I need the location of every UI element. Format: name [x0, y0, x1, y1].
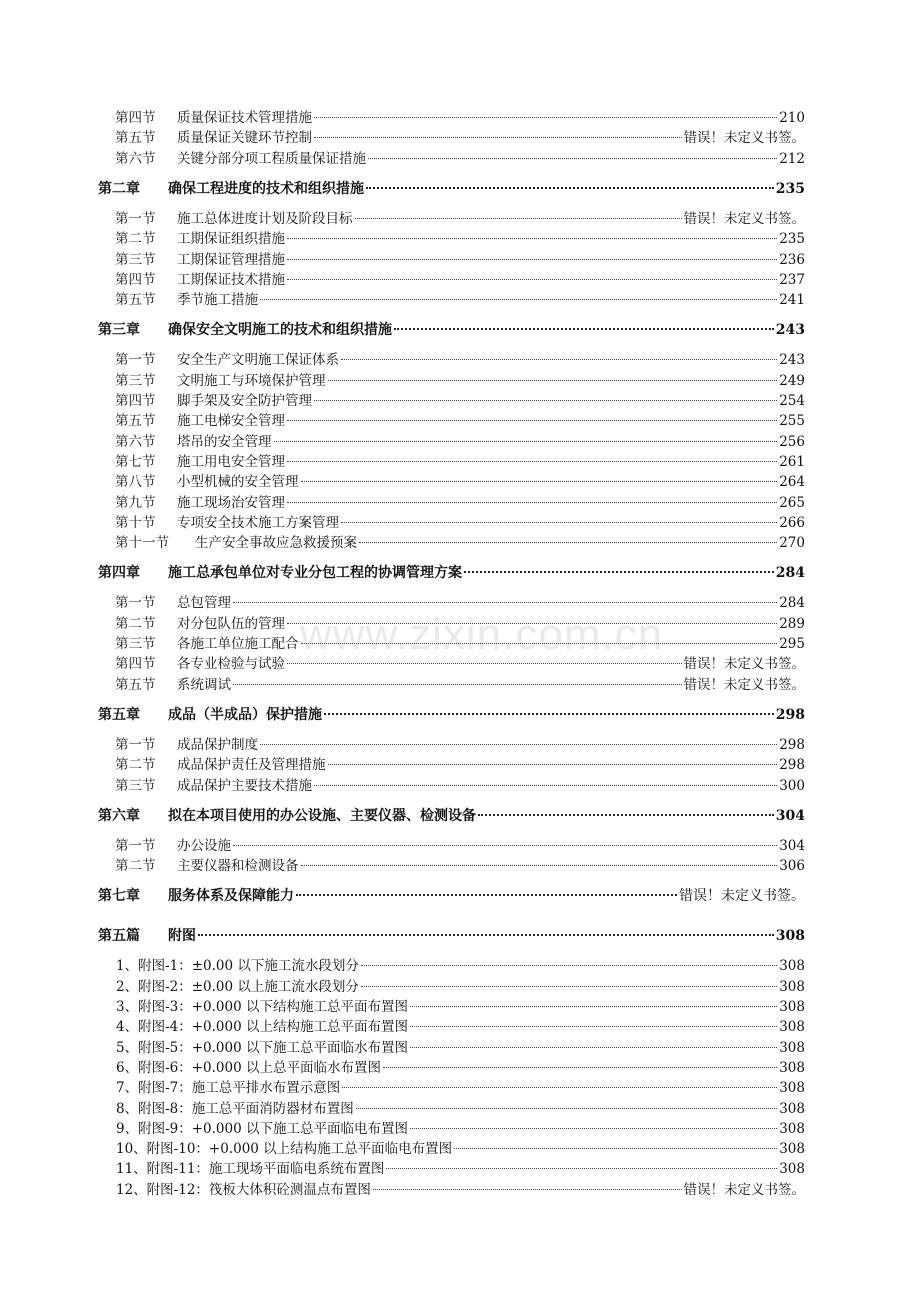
toc-page-number: 错误！未定义书签。 — [683, 210, 805, 227]
toc-entry-number: 第五节 — [115, 292, 156, 309]
toc-entry-title: 附图 — [168, 928, 196, 945]
toc-entry-number: 第十一节 — [115, 535, 169, 552]
toc-page-number: 243 — [775, 322, 805, 339]
dot-leader — [464, 571, 774, 573]
toc-section-entry[interactable] — [115, 856, 805, 876]
toc-entry-number: 第四节 — [115, 271, 156, 288]
toc-page-number: 308 — [779, 1141, 805, 1158]
toc-section-entry[interactable] — [115, 776, 805, 796]
toc-section-entry[interactable] — [115, 634, 805, 654]
toc-entry-title: 专项安全技术施工方案管理 — [177, 514, 339, 531]
toc-entry-number: 第六章 — [98, 807, 140, 824]
dot-leader — [260, 744, 777, 745]
toc-section-entry[interactable] — [115, 391, 805, 411]
toc-page-number: 264 — [779, 474, 805, 491]
dot-leader — [373, 1189, 682, 1190]
toc-page-number: 错误！未定义书签。 — [683, 676, 805, 693]
dot-leader — [342, 1087, 777, 1088]
toc-chapter-entry[interactable] — [98, 886, 805, 906]
toc-entry-title: 对分包队伍的管理 — [177, 615, 285, 632]
dot-leader — [341, 522, 777, 523]
toc-page-number: 289 — [779, 615, 805, 632]
toc-page-number: 错误！未定义书签。 — [683, 656, 805, 673]
toc-entry-title: 生产安全事故应急救援预案 — [195, 535, 357, 552]
toc-section-entry[interactable] — [115, 149, 805, 169]
toc-entry-number: 第六节 — [115, 433, 156, 450]
toc-entry-title: 施工用电安全管理 — [177, 453, 285, 470]
toc-entry-number: 第九节 — [115, 494, 156, 511]
toc-page-number: 236 — [779, 251, 805, 268]
toc-appendix-entry[interactable] — [116, 1038, 805, 1058]
toc-section-entry[interactable] — [115, 411, 805, 431]
dot-leader — [410, 1047, 777, 1048]
dot-leader — [328, 380, 778, 381]
toc-entry-number: 第一节 — [115, 210, 156, 227]
toc-section-entry[interactable] — [115, 432, 805, 452]
toc-chapter-entry[interactable] — [98, 705, 805, 725]
toc-page-number: 235 — [779, 231, 805, 248]
toc-entry-title: 成品保护责任及管理措施 — [177, 757, 326, 774]
toc-chapter-entry[interactable] — [98, 320, 805, 340]
toc-entry-title: 确保安全文明施工的技术和组织措施 — [168, 322, 392, 339]
dot-leader — [356, 1108, 777, 1109]
toc-section-entry[interactable] — [115, 371, 805, 391]
dot-leader — [301, 865, 778, 866]
toc-page-number: 270 — [779, 535, 805, 552]
toc-entry-title: 关键分部分项工程质量保证措施 — [177, 150, 366, 167]
toc-chapter-entry[interactable] — [98, 179, 805, 199]
toc-entry-title: 工期保证管理措施 — [177, 251, 285, 268]
dot-leader — [314, 400, 777, 401]
toc-page-number: 298 — [779, 757, 805, 774]
toc-section-entry[interactable] — [115, 836, 805, 856]
toc-section-entry[interactable] — [115, 270, 805, 290]
toc-page-number: 308 — [779, 1019, 805, 1036]
toc-entry-number: 第六节 — [115, 150, 156, 167]
toc-entry-number: 第三节 — [115, 251, 156, 268]
toc-entry-title: 主要仪器和检测设备 — [177, 858, 299, 875]
dot-leader — [296, 894, 677, 896]
toc-entry-title: 服务体系及保障能力 — [168, 888, 294, 905]
dot-leader — [478, 814, 774, 816]
toc-section-entry[interactable] — [115, 209, 805, 229]
toc-chapter-entry[interactable] — [98, 926, 805, 946]
toc-page-number: 298 — [775, 706, 805, 723]
dot-leader — [361, 965, 777, 966]
toc-section-entry[interactable] — [115, 350, 805, 370]
dot-leader — [314, 785, 777, 786]
toc-entry-number: 第四节 — [115, 393, 156, 409]
toc-chapter-entry[interactable] — [98, 563, 805, 583]
toc-entry-title: 施工总体进度计划及阶段目标 — [177, 210, 353, 227]
toc-entry-title: 9、附图-9：+0.000 以下施工总平面临电布置图 — [116, 1120, 408, 1137]
dot-leader — [233, 845, 777, 846]
toc-section-entry[interactable] — [115, 229, 805, 249]
dot-leader — [314, 117, 777, 118]
toc-entry-number: 第四节 — [115, 656, 156, 673]
toc-page-number: 298 — [779, 736, 805, 753]
toc-entry-number: 第五节 — [115, 413, 156, 430]
toc-page-number: 249 — [779, 372, 805, 389]
toc-entry-number: 第二节 — [115, 858, 156, 875]
toc-entry-title: 脚手架及安全防护管理 — [177, 393, 312, 409]
toc-entry-title: 8、附图-8：施工总平面消防器材布置图 — [116, 1100, 354, 1117]
dot-leader — [355, 218, 682, 219]
toc-entry-title: 3、附图-3：+0.000 以下结构施工总平面布置图 — [116, 999, 408, 1015]
toc-entry-number: 第一节 — [115, 352, 156, 369]
toc-page-number: 255 — [779, 413, 805, 430]
toc-appendix-entry[interactable] — [116, 1017, 805, 1037]
toc-appendix-entry[interactable] — [116, 977, 805, 997]
toc-appendix-entry[interactable] — [116, 1058, 805, 1078]
toc-entry-number: 第一节 — [115, 736, 156, 753]
toc-entry-title: 11、附图-11：施工现场平面临电系统布置图 — [116, 1161, 385, 1178]
dot-leader — [287, 623, 777, 624]
toc-entry-number: 第一节 — [115, 837, 156, 854]
toc-page-number: 241 — [779, 292, 805, 309]
toc-entry-title: 质量保证技术管理措施 — [177, 110, 312, 126]
toc-section-entry[interactable] — [115, 493, 805, 513]
toc-entry-title: 2、附图-2：±0.00 以上施工流水段划分 — [116, 978, 359, 995]
toc-page-number: 304 — [779, 837, 805, 854]
dot-leader — [233, 684, 682, 685]
toc-page-number: 308 — [779, 1161, 805, 1178]
toc-entry-title: 总包管理 — [177, 595, 231, 612]
dot-leader — [386, 1168, 777, 1169]
dot-leader — [274, 441, 778, 442]
toc-entry-title: 10、附图-10：+0.000 以上结构施工总平面临电布置图 — [116, 1141, 453, 1158]
toc-entry-title: 6、附图-6：+0.000 以上总平面临水布置图 — [116, 1059, 381, 1076]
dot-leader — [260, 299, 777, 300]
toc-section-entry[interactable] — [115, 614, 805, 634]
toc-entry-title: 施工总承包单位对专业分包工程的协调管理方案 — [168, 565, 462, 582]
toc-appendix-entry[interactable] — [116, 1159, 805, 1179]
toc-page-number: 错误！未定义书签。 — [683, 130, 805, 147]
toc-entry-title: 工期保证技术措施 — [177, 271, 285, 288]
toc-page-number: 308 — [779, 978, 805, 995]
toc-entry-number: 第四节 — [115, 110, 156, 126]
toc-section-entry[interactable] — [115, 513, 805, 533]
toc-page-number: 266 — [779, 514, 805, 531]
toc-section-entry[interactable] — [115, 533, 805, 553]
dot-leader — [287, 502, 777, 503]
toc-entry-title: 12、附图-12：筏板大体积砼测温点布置图 — [116, 1181, 371, 1198]
toc-section-entry[interactable] — [115, 654, 805, 674]
toc-page-number: 284 — [775, 565, 805, 582]
dot-leader — [301, 481, 778, 482]
dot-leader — [287, 259, 777, 260]
toc-entry-title: 各施工单位施工配合 — [177, 636, 299, 652]
toc-entry-title: 办公设施 — [177, 837, 231, 854]
toc-entry-title: 施工现场治安管理 — [177, 494, 285, 511]
toc-entry-number: 第三章 — [98, 322, 140, 339]
toc-entry-title: 成品（半成品）保护措施 — [168, 706, 322, 723]
toc-appendix-entry[interactable] — [116, 997, 805, 1017]
toc-page-number: 237 — [779, 271, 805, 288]
dot-leader — [324, 713, 774, 715]
toc-page-number: 212 — [779, 150, 805, 167]
toc-appendix-entry[interactable] — [116, 1180, 805, 1200]
toc-page-number: 308 — [779, 1039, 805, 1056]
toc-page-number: 308 — [779, 1059, 805, 1076]
toc-entry-title: 成品保护主要技术措施 — [177, 777, 312, 794]
toc-page-number: 308 — [775, 928, 805, 945]
toc-page-number: 308 — [779, 1120, 805, 1137]
dot-leader — [287, 238, 777, 239]
dot-leader — [287, 279, 777, 280]
toc-entry-number: 第七章 — [98, 888, 140, 905]
dot-leader — [410, 1128, 777, 1129]
toc-section-entry[interactable] — [115, 735, 805, 755]
toc-page-number: 错误！未定义书签。 — [683, 1181, 805, 1198]
dot-leader — [198, 934, 774, 936]
toc-section-entry[interactable] — [115, 290, 805, 310]
toc-page-number: 错误！未定义书签。 — [679, 888, 805, 905]
toc-page-number: 284 — [779, 595, 805, 612]
toc-entry-number: 第五节 — [115, 130, 156, 147]
toc-appendix-entry[interactable] — [116, 956, 805, 976]
toc-section-entry[interactable] — [115, 108, 805, 128]
watermark: www.zixin.com.cn — [300, 610, 664, 659]
toc-entry-number: 第二节 — [115, 757, 156, 774]
toc-entry-title: 1、附图-1：±0.00 以下施工流水段划分 — [116, 958, 359, 975]
toc-entry-title: 5、附图-5：+0.000 以下施工总平面临水布置图 — [116, 1039, 408, 1056]
dot-leader — [314, 137, 682, 138]
toc-page-number: 308 — [779, 958, 805, 975]
toc-entry-number: 第一节 — [115, 595, 156, 612]
toc-appendix-entry[interactable] — [116, 1119, 805, 1139]
dot-leader — [454, 1148, 777, 1149]
toc-page-number: 300 — [779, 777, 805, 794]
dot-leader — [341, 359, 777, 360]
toc-entry-number: 第七节 — [115, 453, 156, 470]
toc-entry-title: 质量保证关键环节控制 — [177, 130, 312, 147]
toc-page-number: 210 — [779, 110, 805, 126]
toc-chapter-entry[interactable] — [98, 806, 805, 826]
toc-page-number: 256 — [779, 433, 805, 450]
toc-entry-title: 施工电梯安全管理 — [177, 413, 285, 430]
toc-entry-title: 7、附图-7：施工总平排水布置示意图 — [116, 1080, 341, 1097]
toc-entry-title: 小型机械的安全管理 — [177, 474, 299, 491]
toc-page-number: 304 — [775, 807, 805, 824]
toc-entry-number: 第二章 — [98, 180, 140, 197]
toc-entry-number: 第五节 — [115, 676, 156, 693]
toc-page-number: 261 — [779, 453, 805, 470]
dot-leader — [361, 986, 777, 987]
dot-leader — [394, 328, 774, 330]
toc-entry-number: 第三节 — [115, 372, 156, 389]
toc-section-entry[interactable] — [115, 250, 805, 270]
dot-leader — [410, 1026, 777, 1027]
toc-entry-title: 系统调试 — [177, 676, 231, 693]
dot-leader — [383, 1067, 777, 1068]
toc-entry-title: 成品保护制度 — [177, 736, 258, 753]
toc-page-number: 306 — [779, 858, 805, 875]
toc-page-number: 308 — [779, 1080, 805, 1097]
toc-entry-title: 文明施工与环境保护管理 — [177, 372, 326, 389]
toc-appendix-entry[interactable] — [116, 1139, 805, 1159]
dot-leader — [287, 420, 777, 421]
toc-entry-number: 第五篇 — [98, 928, 140, 945]
toc-entry-number: 第二节 — [115, 615, 156, 632]
toc-entry-number: 第八节 — [115, 474, 156, 491]
dot-leader — [366, 187, 774, 189]
toc-page-number: 265 — [779, 494, 805, 511]
toc-page-number: 254 — [779, 393, 805, 409]
toc-entry-title: 各专业检验与试验 — [177, 656, 285, 673]
toc-entry-title: 安全生产文明施工保证体系 — [177, 352, 339, 369]
toc-page-number: 308 — [779, 1100, 805, 1117]
toc-entry-number: 第四章 — [98, 565, 140, 582]
dot-leader — [287, 461, 777, 462]
toc-entry-number: 第三节 — [115, 777, 156, 794]
toc-page-number: 235 — [775, 180, 805, 197]
dot-leader — [328, 764, 778, 765]
toc-section-entry[interactable] — [115, 593, 805, 613]
toc-entry-title: 确保工程进度的技术和组织措施 — [168, 180, 364, 197]
toc-page-number: 243 — [779, 352, 805, 369]
toc-appendix-entry[interactable] — [116, 1078, 805, 1098]
dot-leader — [368, 158, 777, 159]
toc-entry-title: 塔吊的安全管理 — [177, 433, 272, 450]
toc-appendix-entry[interactable] — [116, 1099, 805, 1119]
dot-leader — [287, 663, 682, 664]
toc-section-entry[interactable] — [115, 128, 805, 148]
toc-page-number: 295 — [779, 636, 805, 652]
toc-entry-title: 季节施工措施 — [177, 292, 258, 309]
dot-leader — [359, 542, 777, 543]
toc-page-number: 308 — [779, 999, 805, 1015]
toc-entry-title: 工期保证组织措施 — [177, 231, 285, 248]
dot-leader — [301, 643, 778, 644]
dot-leader — [410, 1006, 777, 1007]
toc-section-entry[interactable] — [115, 472, 805, 492]
toc-entry-number: 第二节 — [115, 231, 156, 248]
toc-section-entry[interactable] — [115, 452, 805, 472]
toc-section-entry[interactable] — [115, 755, 805, 775]
toc-section-entry[interactable] — [115, 675, 805, 695]
toc-entry-number: 第三节 — [115, 636, 156, 652]
toc-entry-title: 拟在本项目使用的办公设施、主要仪器、检测设备 — [168, 807, 476, 824]
toc-entry-number: 第十节 — [115, 514, 156, 531]
toc-entry-number: 第五章 — [98, 706, 140, 723]
dot-leader — [233, 602, 777, 603]
toc-entry-title: 4、附图-4：+0.000 以上结构施工总平面布置图 — [116, 1019, 408, 1036]
